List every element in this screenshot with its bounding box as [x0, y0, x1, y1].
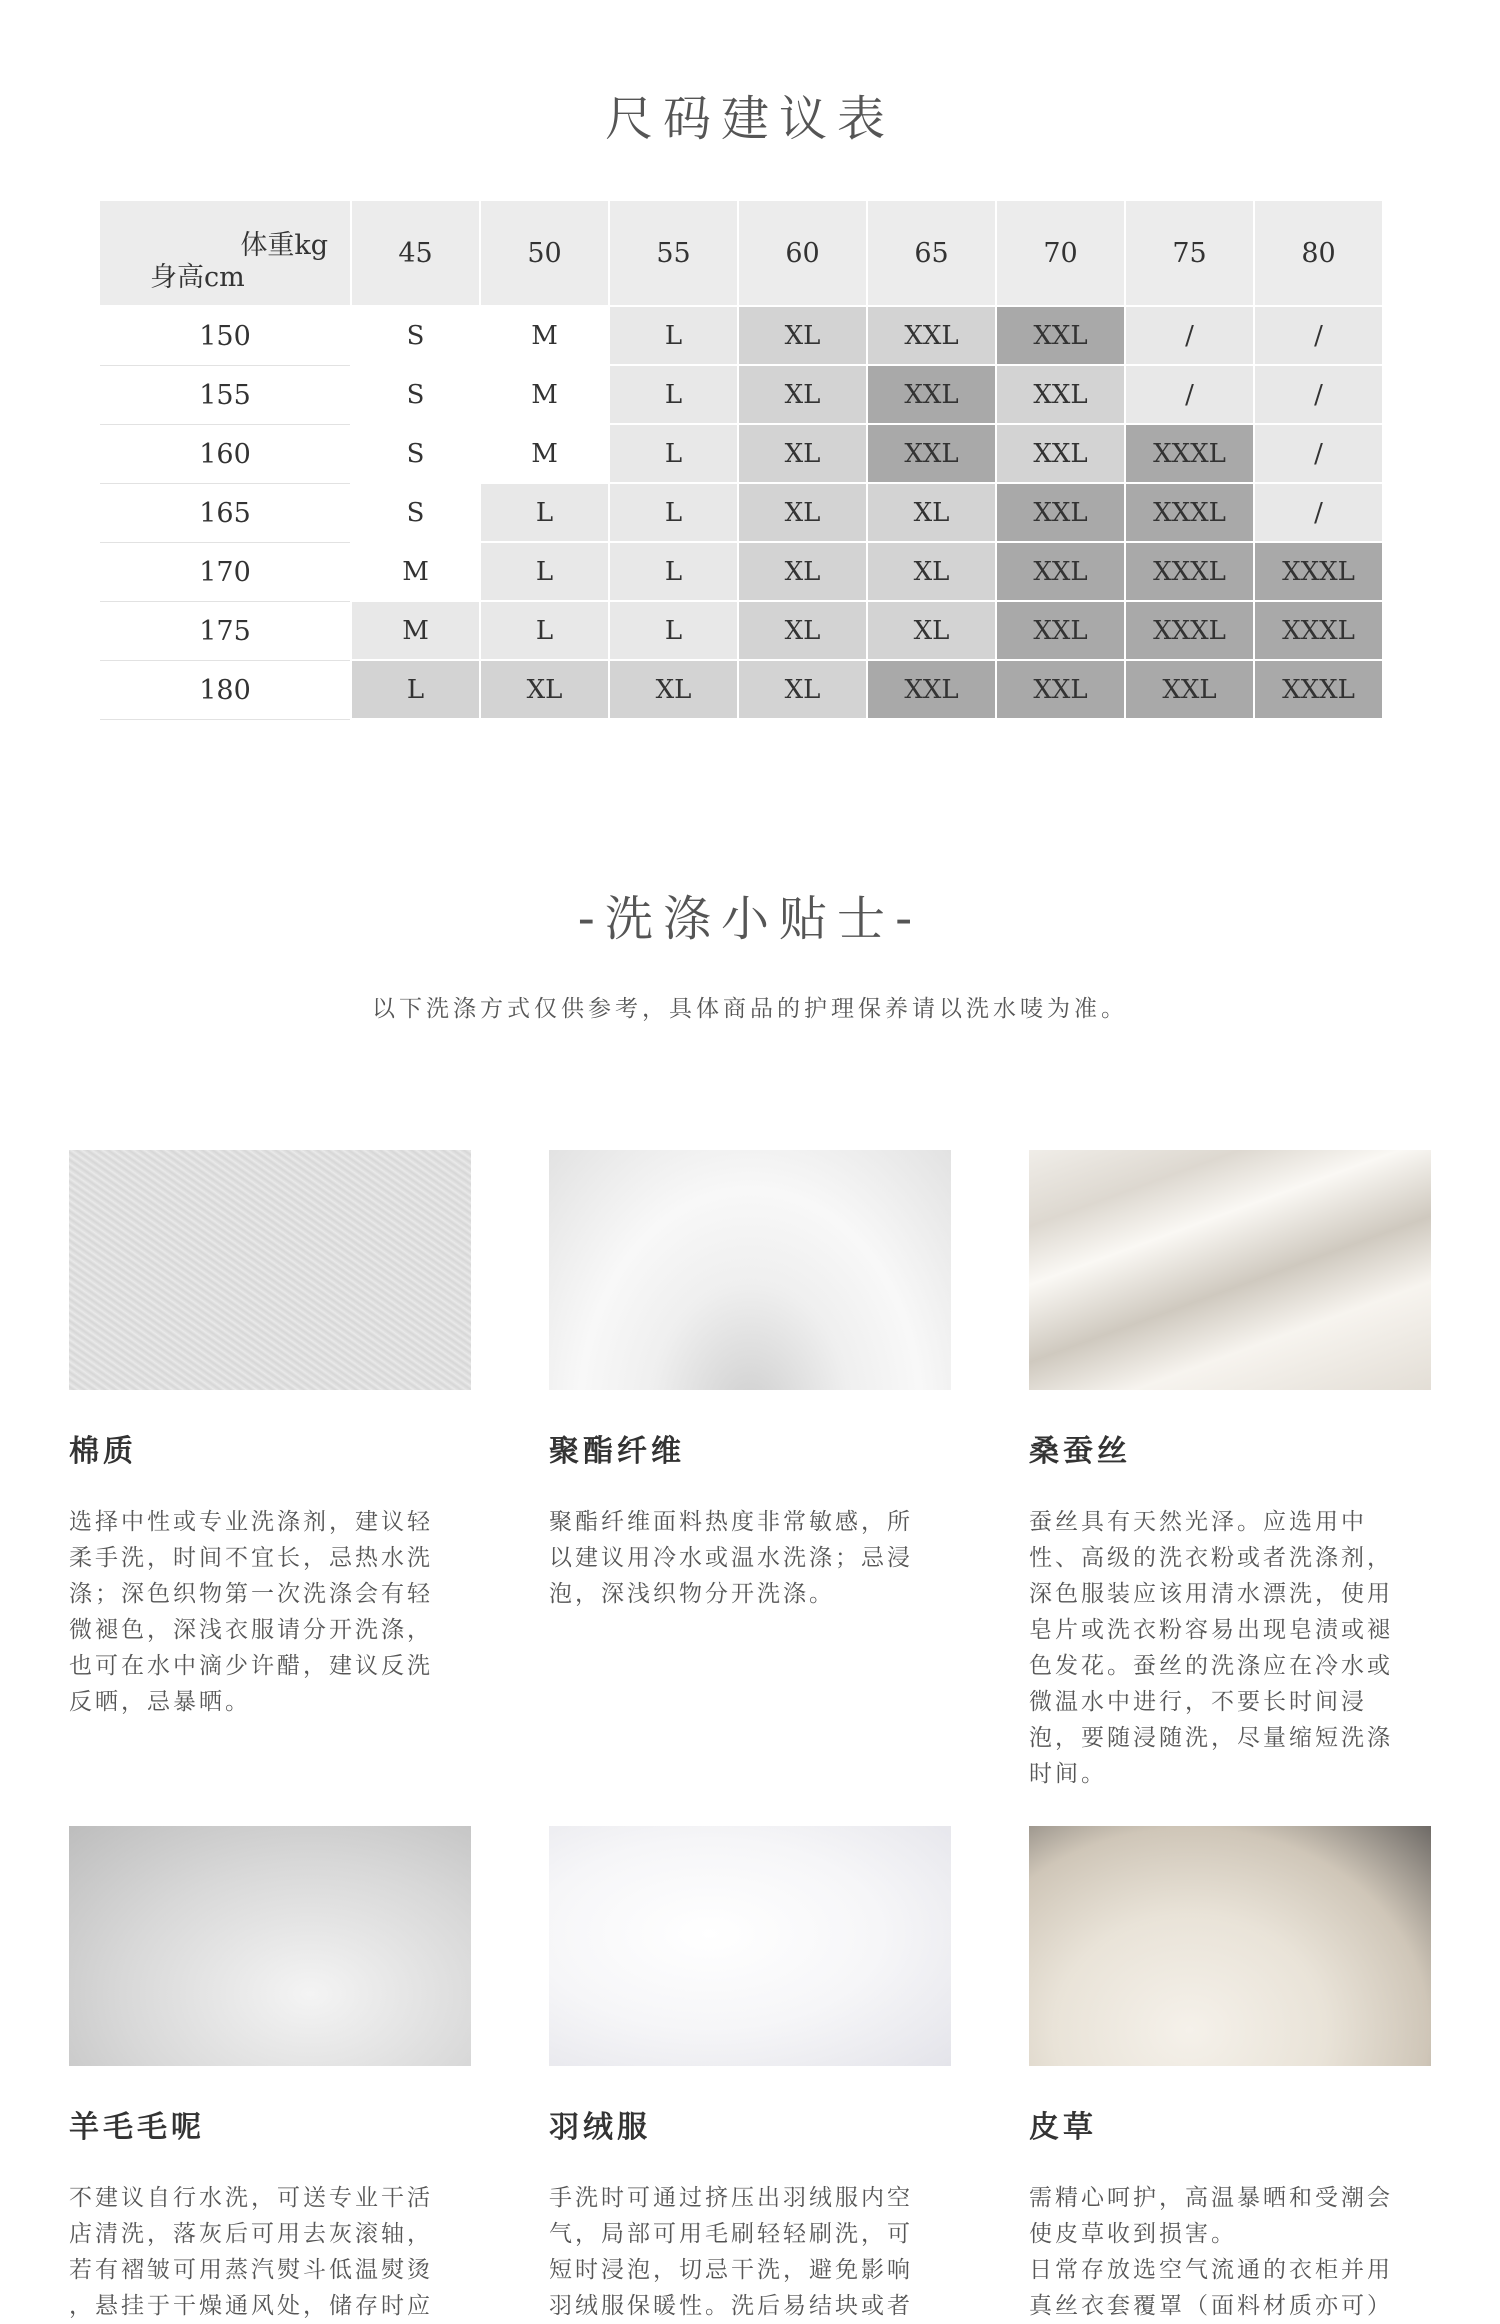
polyester-fabric-image: [549, 1150, 951, 1390]
size-cell: L: [610, 307, 737, 366]
weight-column-header: 55: [610, 201, 737, 307]
size-chart-row: [100, 484, 1382, 543]
size-cell: M: [352, 543, 479, 602]
size-cell: XL: [739, 602, 866, 661]
fabric-card-title: 桑蚕丝: [1029, 1434, 1131, 1469]
weight-column-header: 50: [481, 201, 608, 307]
size-cell: XXL: [868, 307, 995, 366]
size-chart-row: [100, 307, 1382, 366]
fabric-card-text: 选择中性或专业洗涤剂，建议轻 柔手洗，时间不宜长，忌热水洗 涤；深色织物第一次洗涤会有轻 微褪色，深浅衣服请分开洗涤， 也可在水中滴少许醋，建议反洗 反晒，忌暴晒。: [69, 1509, 433, 1715]
size-cell: XXXL: [1126, 425, 1253, 484]
size-cell: XXXL: [1126, 484, 1253, 543]
fabric-card-fur: [1029, 1826, 1431, 2324]
size-cell: XXXL: [1126, 602, 1253, 661]
size-cell: XXL: [868, 425, 995, 484]
size-cell: XXXL: [1255, 661, 1382, 720]
fabric-card-text: 蚕丝具有天然光泽。应选用中 性、高级的洗衣粉或者洗涤剂， 深色服装应该用清水漂洗，使用 皂片或洗衣粉容易出现皂渍或褪 色发花。蚕丝的洗涤应在冷水或 微温水中进行，不要长时间浸 泡，要随浸随洗，尽量缩短洗涤 时间。: [1029, 1509, 1393, 1787]
size-cell: L: [610, 366, 737, 425]
fabric-card-text: 手洗时可通过挤压出羽绒服内空 气，局部可用毛刷轻轻刷洗，可 短时浸泡，切忌干洗，避免影响 羽绒服保暖性。洗后易结块或者: [549, 2185, 913, 2319]
height-row-label: 160: [100, 425, 350, 484]
cotton-fabric-image: [69, 1150, 471, 1390]
size-cell: XXXL: [1126, 543, 1253, 602]
size-cell: S: [352, 484, 479, 543]
fur-fabric-image: [1029, 1826, 1431, 2066]
size-chart-table: [98, 201, 1384, 720]
size-cell: XXL: [997, 543, 1124, 602]
size-cell: L: [610, 425, 737, 484]
size-cell: XL: [739, 425, 866, 484]
weight-column-header: 65: [868, 201, 995, 307]
height-row-label: 170: [100, 543, 350, 602]
size-chart-corner-cell: [100, 201, 350, 307]
weight-column-header: 75: [1126, 201, 1253, 307]
fabric-card-title: 羊毛毛呢: [69, 2110, 205, 2145]
weight-header-label: 体重kg: [240, 230, 328, 261]
fabric-card-title: 皮草: [1029, 2110, 1097, 2145]
size-cell: /: [1126, 307, 1253, 366]
fabric-card-wool: [69, 1826, 471, 2324]
size-cell: /: [1255, 425, 1382, 484]
size-cell: L: [481, 484, 608, 543]
height-row-label: 180: [100, 661, 350, 720]
size-cell: L: [352, 661, 479, 720]
size-chart-row: [100, 425, 1382, 484]
size-cell: /: [1255, 484, 1382, 543]
size-chart-header-row: [100, 201, 1382, 307]
weight-column-header: 60: [739, 201, 866, 307]
size-chart-row: [100, 366, 1382, 425]
size-cell: XL: [481, 661, 608, 720]
size-cell: XL: [739, 366, 866, 425]
size-cell: XL: [610, 661, 737, 720]
size-chart-body: [100, 201, 1382, 720]
size-cell: XL: [868, 602, 995, 661]
fabric-card-text: 需精心呵护，高温暴晒和受潮会 使皮草收到损害。 日常存放选空气流通的衣柜并用 真丝衣套覆罩（面料材质亦可）: [1029, 2185, 1393, 2319]
height-row-label: 150: [100, 307, 350, 366]
size-cell: L: [610, 543, 737, 602]
washing-tips-subtitle: 以下洗涤方式仅供参考，具体商品的护理保养请以洗水唛为准。: [372, 996, 1128, 1022]
size-cell: XL: [739, 484, 866, 543]
size-cell: L: [481, 543, 608, 602]
size-cell: S: [352, 307, 479, 366]
fabric-card-silk: [1029, 1150, 1431, 1792]
size-chart-row: [100, 661, 1382, 720]
fabric-card-text: 聚酯纤维面料热度非常敏感，所 以建议用冷水或温水洗涤；忌浸 泡，深浅织物分开洗涤。: [549, 1509, 913, 1607]
size-cell: /: [1255, 366, 1382, 425]
weight-column-header: 80: [1255, 201, 1382, 307]
size-cell: M: [352, 602, 479, 661]
size-cell: XXXL: [1255, 602, 1382, 661]
size-cell: M: [481, 307, 608, 366]
height-row-label: 155: [100, 366, 350, 425]
height-header-label: 身高cm: [150, 262, 245, 293]
size-cell: XXL: [1126, 661, 1253, 720]
size-cell: XXXL: [1255, 543, 1382, 602]
size-cell: XXL: [997, 425, 1124, 484]
size-cell: S: [352, 425, 479, 484]
silk-fabric-image: [1029, 1150, 1431, 1390]
down-fabric-image: [549, 1826, 951, 2066]
size-cell: M: [481, 366, 608, 425]
size-cell: XL: [739, 543, 866, 602]
fabric-card-polyester: [549, 1150, 951, 1612]
height-row-label: 165: [100, 484, 350, 543]
size-cell: XXL: [997, 661, 1124, 720]
size-chart-title: 尺码建议表: [604, 91, 895, 147]
fabric-card-title: 聚酯纤维: [549, 1434, 685, 1469]
size-chart-row: [100, 602, 1382, 661]
size-cell: L: [481, 602, 608, 661]
size-cell: L: [610, 484, 737, 543]
washing-tips-title: -洗涤小贴士-: [577, 891, 923, 947]
fabric-card-text: 不建议自行水洗，可送专业干活 店清洗，落灰后可用去灰滚轴， 若有褶皱可用蒸汽熨斗低温熨烫 ，悬挂于干燥通风处，储存时应: [69, 2185, 433, 2319]
size-cell: XXL: [868, 366, 995, 425]
size-cell: L: [610, 602, 737, 661]
size-chart-row: [100, 543, 1382, 602]
fabric-card-down: [549, 1826, 951, 2324]
height-row-label: 175: [100, 602, 350, 661]
fabric-card-cotton: [69, 1150, 471, 1720]
size-cell: XXL: [868, 661, 995, 720]
size-cell: XXL: [997, 366, 1124, 425]
size-cell: XL: [868, 543, 995, 602]
size-cell: XL: [868, 484, 995, 543]
size-cell: XXL: [997, 602, 1124, 661]
size-cell: /: [1126, 366, 1253, 425]
weight-column-header: 45: [352, 201, 479, 307]
size-cell: /: [1255, 307, 1382, 366]
size-cell: XL: [739, 661, 866, 720]
size-cell: XL: [739, 307, 866, 366]
weight-column-header: 70: [997, 201, 1124, 307]
wool-fabric-image: [69, 1826, 471, 2066]
fabric-card-title: 棉质: [69, 1434, 137, 1469]
size-cell: S: [352, 366, 479, 425]
size-cell: XXL: [997, 484, 1124, 543]
fabric-card-title: 羽绒服: [549, 2110, 651, 2145]
size-cell: M: [481, 425, 608, 484]
size-cell: XXL: [997, 307, 1124, 366]
